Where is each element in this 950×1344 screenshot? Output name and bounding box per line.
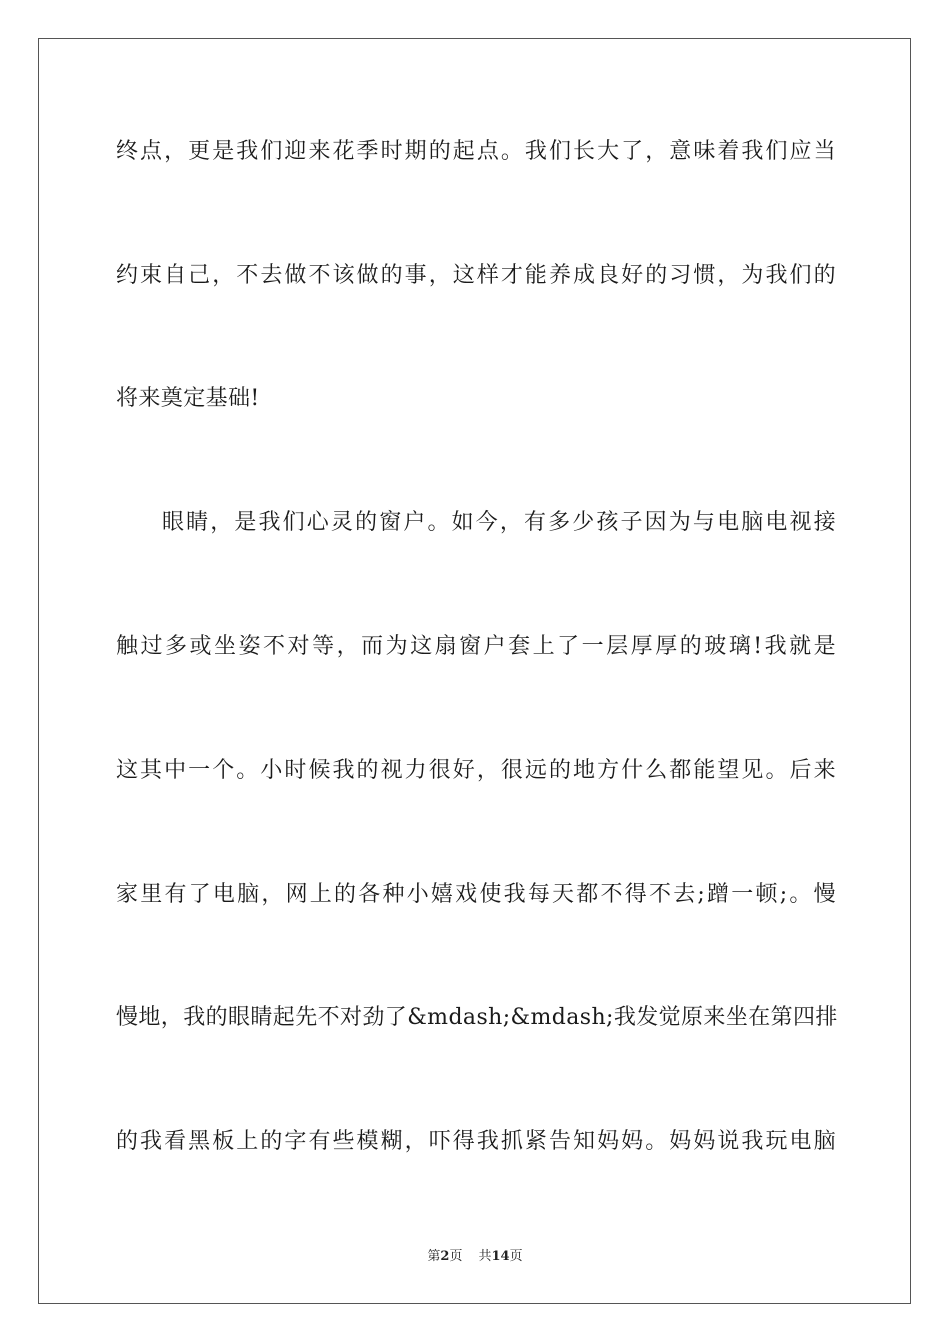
total-suffix: 页 bbox=[509, 1249, 523, 1264]
text-line-5: 触过多或坐姿不对等，而为这扇窗户套上了一层厚厚的玻璃!我就是 bbox=[116, 634, 836, 659]
text-line-2: 约束自己，不去做不该做的事，这样才能养成良好的习惯，为我们的 bbox=[116, 263, 836, 288]
text-line-9: 的我看黑板上的字有些模糊，吓得我抓紧告知妈妈。妈妈说我玩电脑 bbox=[116, 1129, 836, 1154]
page-border bbox=[38, 38, 911, 1304]
text-line-8: 慢地，我的眼睛起先不对劲了&mdash;&mdash;我发觉原来坐在第四排 bbox=[116, 1005, 838, 1030]
page-footer bbox=[0, 1248, 950, 1266]
total-page-number: 14 bbox=[491, 1249, 510, 1264]
text-line-7: 家里有了电脑，网上的各种小嬉戏使我每天都不得不去;蹭一顿;。慢 bbox=[116, 882, 836, 907]
page-prefix: 第 bbox=[427, 1249, 441, 1264]
text-line-1: 终点，更是我们迎来花季时期的起点。我们长大了，意味着我们应当 bbox=[116, 139, 836, 164]
text-line-3: 将来奠定基础! bbox=[116, 386, 260, 411]
page-suffix: 页 bbox=[449, 1249, 463, 1264]
current-page-number: 2 bbox=[440, 1249, 450, 1264]
text-line-6: 这其中一个。小时候我的视力很好，很远的地方什么都能望见。后来 bbox=[116, 758, 836, 783]
paragraph-start-line: 眼睛，是我们心灵的窗户。如今，有多少孩子因为与电脑电视接 bbox=[162, 510, 836, 535]
total-prefix: 共 bbox=[478, 1249, 492, 1264]
